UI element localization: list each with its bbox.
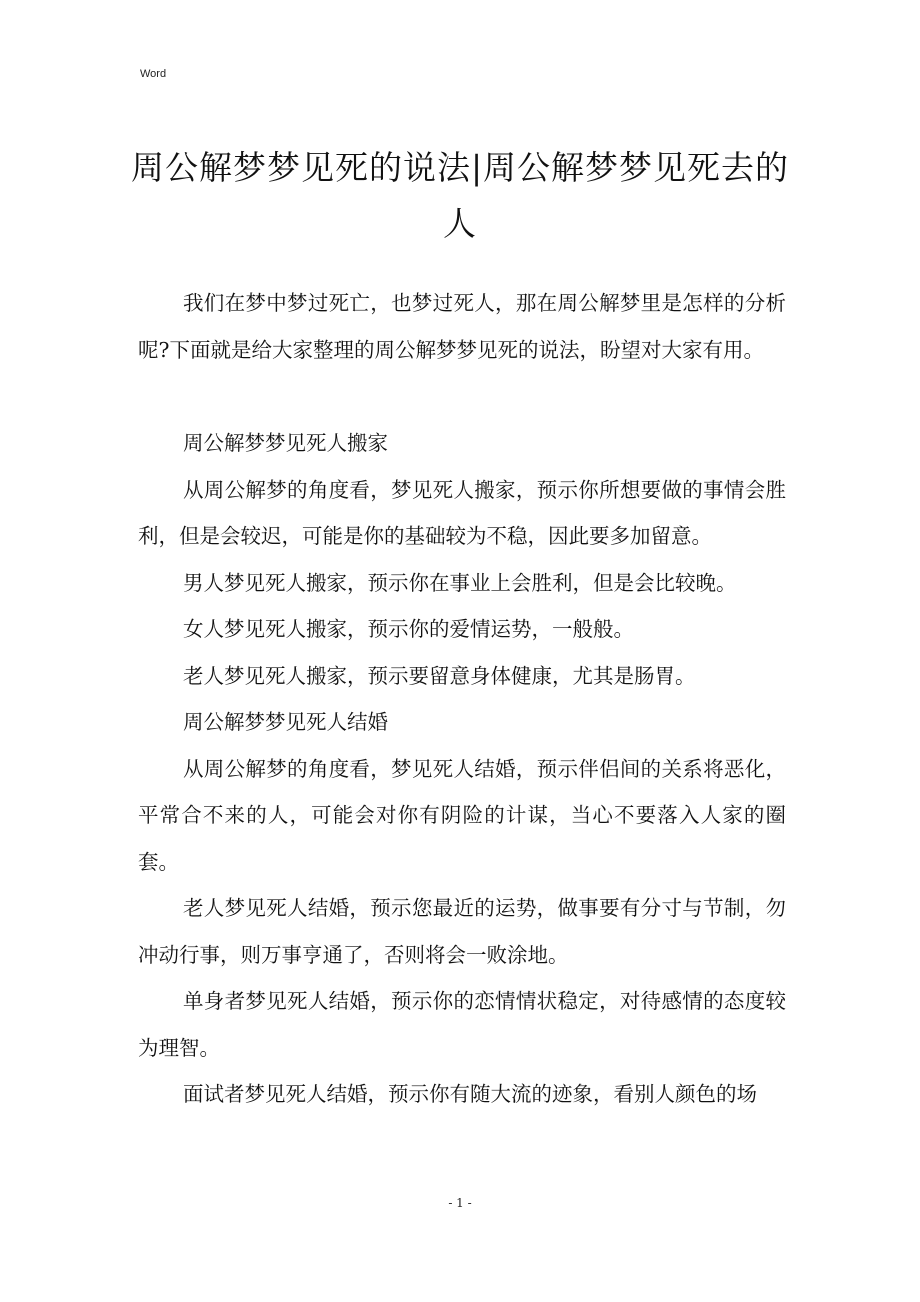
paragraph: 单身者梦见死人结婚，预示你的恋情情状稳定，对待感情的态度较为理智。 [138, 989, 786, 1060]
section-heading-moving: 周公解梦梦见死人搬家 [183, 431, 388, 455]
paragraph: 老人梦见死人搬家，预示要留意身体健康，尤其是肠胃。 [183, 663, 696, 688]
paragraph: 男人梦见死人搬家，预示你在事业上会胜利，但是会比较晚。 [183, 570, 737, 595]
paragraph: 从周公解梦的角度看，梦见死人搬家，预示你所想要做的事情会胜利，但是会较迟，可能是你的基础较为不稳，因此要多加留意。 [138, 477, 786, 548]
page-number: - 1 - [448, 1196, 472, 1210]
document-title: 周公解梦梦见死的说法|周公解梦梦见死去的人 [130, 148, 790, 243]
paragraph: 面试者梦见死人结婚，预示你有随大流的迹象，看别人颜色的场 [183, 1082, 757, 1106]
intro-paragraph: 我们在梦中梦过死亡，也梦过死人，那在周公解梦里是怎样的分析呢?下面就是给大家整理的周公解梦梦见死的说法，盼望对大家有用。 [138, 291, 786, 362]
paragraph: 女人梦见死人搬家，预示你的爱情运势，一般般。 [183, 617, 634, 641]
blank-line [138, 373, 786, 420]
paragraph: 从周公解梦的角度看，梦见死人结婚，预示伴侣间的关系将恶化，平常合不来的人，可能会对你有阴险的计谋，当心不要落入人家的圈套。 [138, 756, 786, 874]
header-label: Word [140, 68, 167, 80]
document-body [138, 280, 786, 1118]
section-heading-wedding: 周公解梦梦见死人结婚 [183, 710, 388, 734]
paragraph: 老人梦见死人结婚，预示您最近的运势，做事要有分寸与节制，勿冲动行事，则万事亨通了，否则将会一败涂地。 [138, 896, 786, 967]
